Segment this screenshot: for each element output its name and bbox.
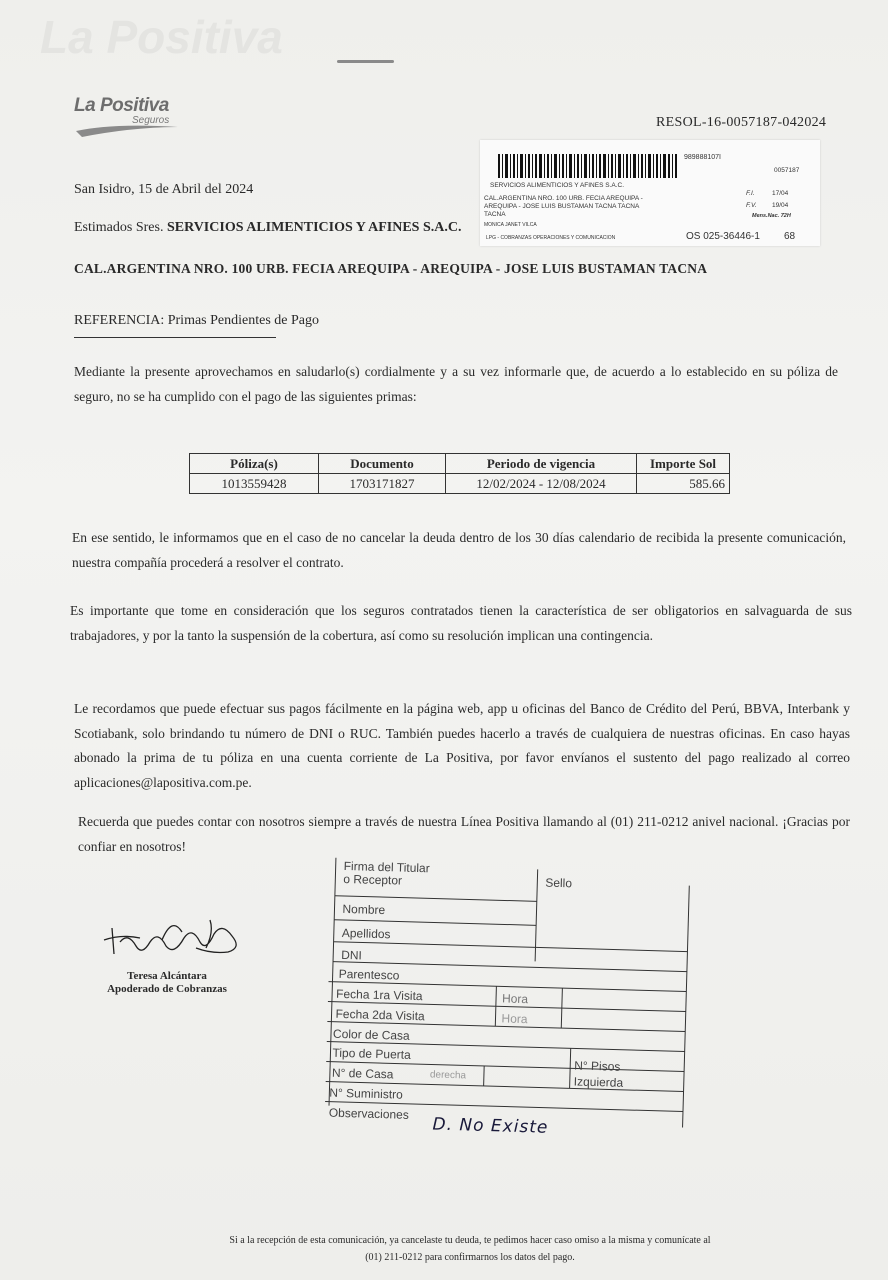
- form-derecha-label: derecha: [429, 1069, 467, 1082]
- signature-scribble-icon: [102, 912, 252, 967]
- os-number: OS 025-36446-1: [686, 231, 760, 242]
- sticker-department: LPG - COBRANZAS OPERACIONES Y COMUNICACION: [486, 235, 616, 241]
- form-suministro-label: N° Suministro: [329, 1085, 404, 1102]
- form-hora1-label: Hora: [501, 991, 529, 1007]
- form-nombre-label: Nombre: [342, 901, 386, 918]
- form-apellidos-label: Apellidos: [341, 925, 391, 942]
- cell-poliza: 1013559428: [190, 474, 319, 494]
- logo-sub: Seguros: [132, 115, 170, 126]
- paragraph-closing: Recuerda que puedes contar con nosotros siempre a través de nuestra Línea Positiva llamando al (01) 211-0212 anivel nacional. ¡Gracias por confiar en nosotros!: [78, 814, 850, 854]
- form-fecha1-label: Fecha 1ra Visita: [335, 986, 423, 1004]
- logo-name: La Positiva: [74, 95, 169, 116]
- table-row: [190, 474, 730, 494]
- form-sello-label: Sello: [545, 875, 573, 891]
- footer-note: [150, 1232, 790, 1266]
- paragraph-warning: En ese sentido, le informamos que en el caso de no cancelar la deuda dentro de los 30 días calendario de recibida la presente comunicación, nuestra compañía procederá a resolver el contrato.: [72, 530, 846, 570]
- form-dni-label: DNI: [341, 947, 363, 963]
- reference-underline: [74, 337, 276, 338]
- premiums-table: [189, 453, 730, 494]
- barcode-icon: [498, 154, 678, 178]
- form-fecha2-label: Fecha 2da Visita: [335, 1006, 425, 1024]
- os-count: 68: [784, 231, 796, 242]
- sticker-code: 0057187: [774, 167, 800, 174]
- col-poliza: Póliza(s): [190, 454, 319, 474]
- cell-importe: 585.66: [637, 474, 730, 494]
- reference: REFERENCIA: Primas Pendientes de Pago: [74, 313, 319, 328]
- sticker-contact: MONICA JANET VILCA: [484, 222, 537, 228]
- resol-code: RESOL-16-0057187-042024: [656, 115, 827, 130]
- recipient-address: CAL.ARGENTINA NRO. 100 URB. FECIA AREQUIPA - AREQUIPA - JOSE LUIS BUSTAMAN TACNA: [74, 261, 708, 276]
- cell-periodo: 12/02/2024 - 12/08/2024: [446, 474, 637, 494]
- form-color-label: Color de Casa: [332, 1026, 410, 1043]
- paragraph-payment: Le recordamos que puede efectuar sus pagos fácilmente en la página web, app u oficinas del Banco de Crédito del Perú, BBVA, Interbank y Scotiabank, solo brindando tu número de DNI o RUC. También puedes hacerlo a través de cualquiera de nuestras oficinas. En caso hayas abonado la prima de tu póliza en una cuenta corriente de La Positiva, por favor envíanos el sustento del pago realizado al correo aplicaciones@lapositiva.com.pe.: [74, 701, 850, 790]
- logo-watermark: La Positiva: [40, 11, 283, 63]
- form-firma-label: [343, 860, 430, 888]
- form-izquierda-label: Izquierda: [573, 1074, 624, 1090]
- greeting: [74, 220, 461, 236]
- form-pisos-label: N° Pisos: [574, 1058, 621, 1074]
- sticker-address-2: AREQUIPA - JOSE LUIS BUSTAMAN TACNA TACNA: [484, 203, 640, 210]
- paragraph-intro: Mediante la presente aprovechamos en saludarlo(s) cordialmente y a su vez informarle que, de acuerdo a lo establecido en su póliza de seguro, no se ha cumplido con el pago de las siguientes primas:: [74, 364, 838, 404]
- footer-line-1: Si a la recepción de esta comunicación, ya cancelaste tu deuda, te pedimos hacer caso omiso a la misma y comunícate al: [229, 1235, 711, 1246]
- form-firma-line-2: o Receptor: [343, 871, 403, 888]
- paragraph-obligation: Es importante que tome en consideración que los seguros contratados tienen la característica de ser obligatorios en salvaguarda de sus trabajadores, y por la tanto la suspensión de la cobertura, así como su resolución implican una contingencia.: [70, 603, 852, 643]
- form-handwritten-note: D. No Existe: [432, 1114, 549, 1138]
- delivery-stamp-form: [302, 855, 720, 1156]
- signatory: [72, 970, 262, 996]
- fi-value: 17/04: [772, 190, 789, 197]
- form-ncasa-label: N° de Casa: [331, 1065, 394, 1082]
- fi-label: F.I.: [746, 190, 755, 197]
- fv-value: 19/04: [772, 202, 789, 209]
- mens-nac: Mens.Nac. 72H: [752, 213, 791, 219]
- sticker-company: SERVICIOS ALIMENTICIOS Y AFINES S.A.C.: [490, 182, 625, 189]
- top-dash: [337, 60, 394, 63]
- col-importe: Importe Sol: [637, 454, 730, 474]
- barcode-number: 989888107I: [684, 154, 721, 161]
- signatory-title: Apoderado de Cobranzas: [107, 983, 227, 995]
- mail-sticker: [480, 140, 820, 246]
- form-observaciones-label: Observaciones: [328, 1105, 410, 1122]
- cell-documento: 1703171827: [319, 474, 446, 494]
- letter-date: San Isidro, 15 de Abril del 2024: [74, 182, 254, 197]
- col-periodo: Periodo de vigencia: [446, 454, 637, 474]
- form-firma-line-1: Firma del Titular: [343, 858, 430, 876]
- form-tipo-label: Tipo de Puerta: [332, 1045, 411, 1062]
- footer-line-2: (01) 211-0212 para confirmarnos los datos del pago.: [365, 1252, 575, 1263]
- form-hora2-label: Hora: [501, 1011, 528, 1027]
- col-documento: Documento: [319, 454, 446, 474]
- sticker-address-3: TACNA: [484, 211, 506, 218]
- fv-label: F.V.: [746, 202, 757, 209]
- form-parentesco-label: Parentesco: [338, 966, 400, 983]
- signatory-name: Teresa Alcántara: [127, 970, 207, 982]
- greeting-prefix: Estimados Sres.: [74, 220, 164, 235]
- table-header-row: [190, 454, 730, 474]
- sticker-address-1: CAL.ARGENTINA NRO. 100 URB. FECIA AREQUIPA -: [484, 195, 643, 202]
- greeting-company: SERVICIOS ALIMENTICIOS Y AFINES S.A.C.: [166, 220, 462, 235]
